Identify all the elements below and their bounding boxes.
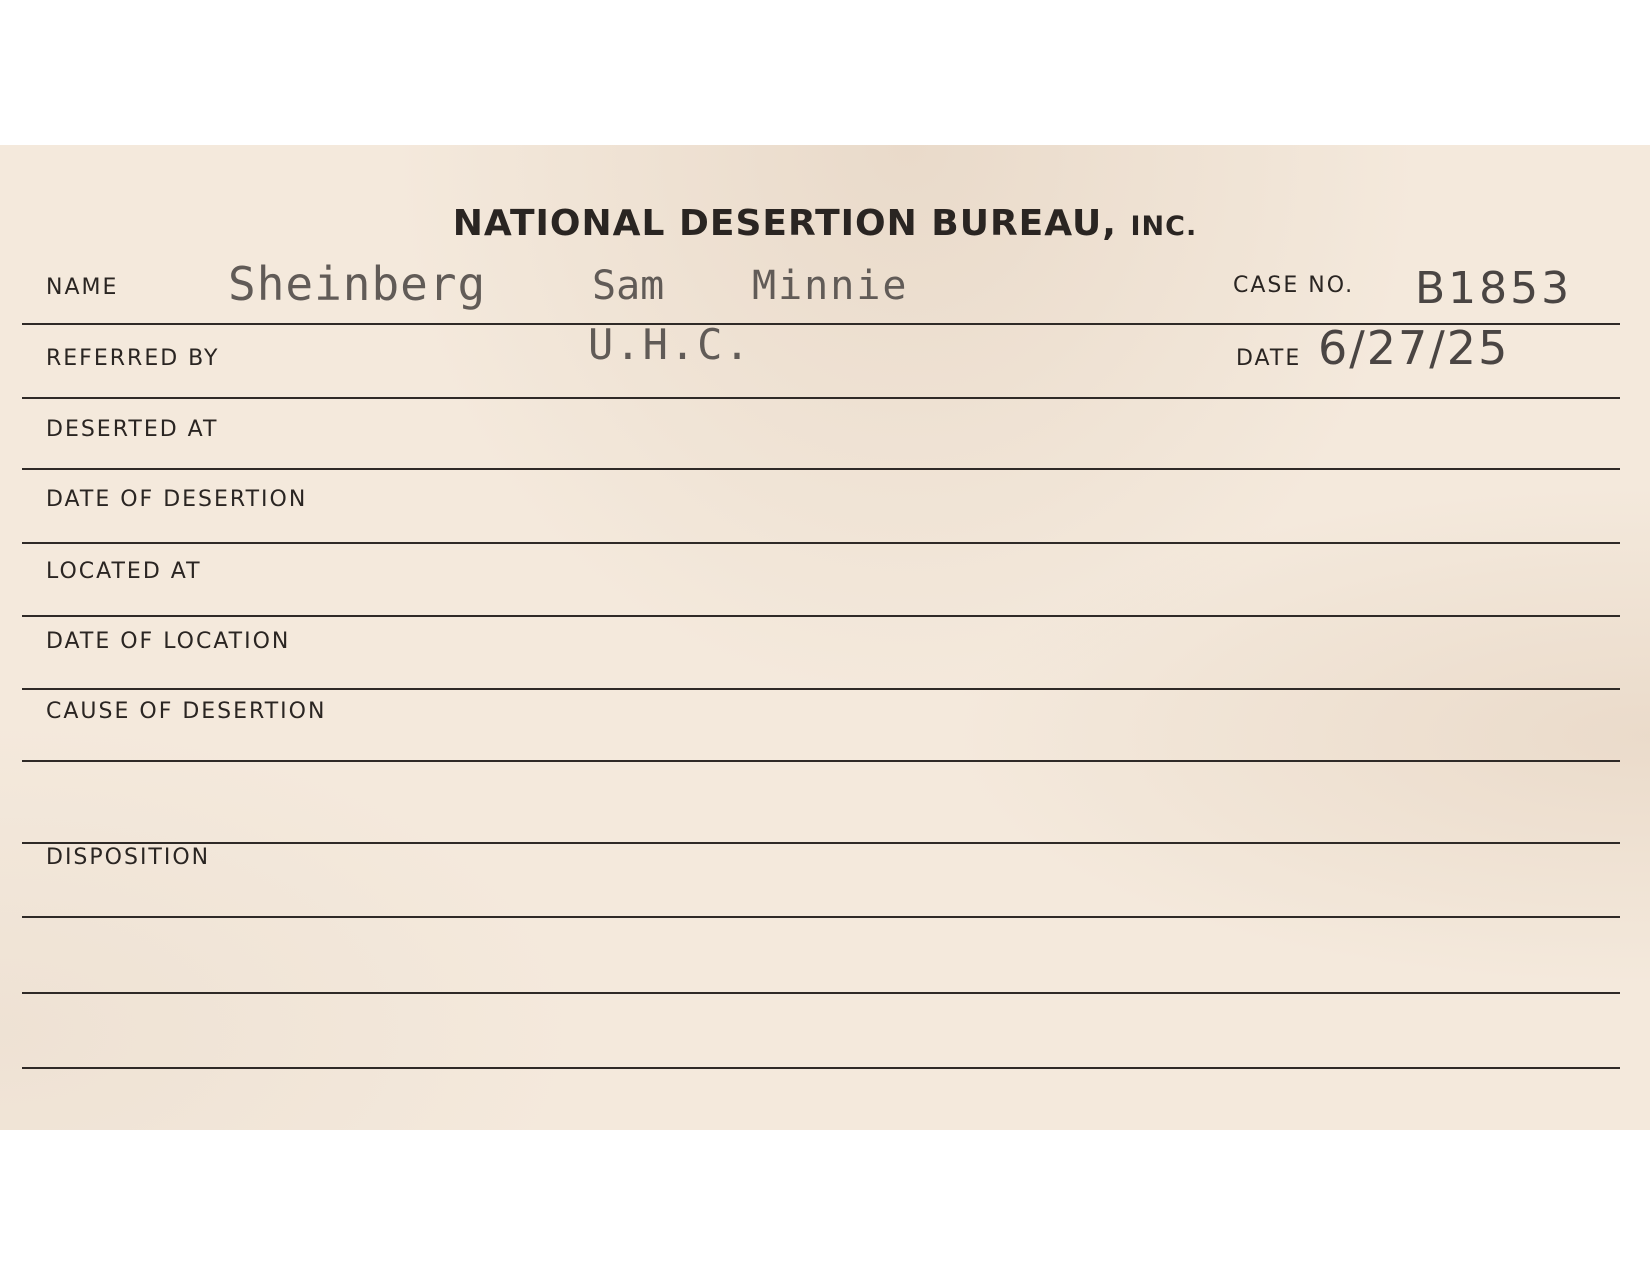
label-located-at: LOCATED AT [46,559,202,584]
rule-located-at [22,615,1620,617]
value-case-no: B1853 [1415,263,1573,314]
value-date: 6/27/25 [1318,321,1510,375]
label-date-of-desertion: DATE OF DESERTION [46,487,308,512]
label-disposition: DISPOSITION [46,845,211,870]
rule-deserted-at [22,468,1620,470]
label-name: NAME [46,275,119,300]
value-first-name: Sam [592,263,665,309]
title-main: NATIONAL DESERTION BUREAU, [452,203,1117,244]
rule-cause-of-desertion [22,760,1620,762]
label-case-no: CASE NO. [1233,273,1355,298]
value-surname: Sheinberg [228,257,487,311]
title-suffix: INC. [1130,211,1198,242]
label-referred-by: REFERRED BY [46,346,220,371]
value-referred-by: U.H.C. [588,320,752,369]
rule-referred-by [22,397,1620,399]
value-spouse-name: Minnie [752,263,909,309]
card-title [0,203,1650,244]
label-cause-of-desertion: CAUSE OF DESERTION [46,699,327,724]
rule-date-of-location [22,688,1620,690]
label-deserted-at: DESERTED AT [46,417,219,442]
label-date: DATE [1236,346,1302,371]
label-date-of-location: DATE OF LOCATION [46,629,291,654]
rule-blank-1 [22,842,1620,844]
rule-blank-3 [22,1067,1620,1069]
rule-date-of-desertion [22,542,1620,544]
rule-blank-2 [22,992,1620,994]
rule-disposition [22,916,1620,918]
index-card [0,145,1650,1130]
